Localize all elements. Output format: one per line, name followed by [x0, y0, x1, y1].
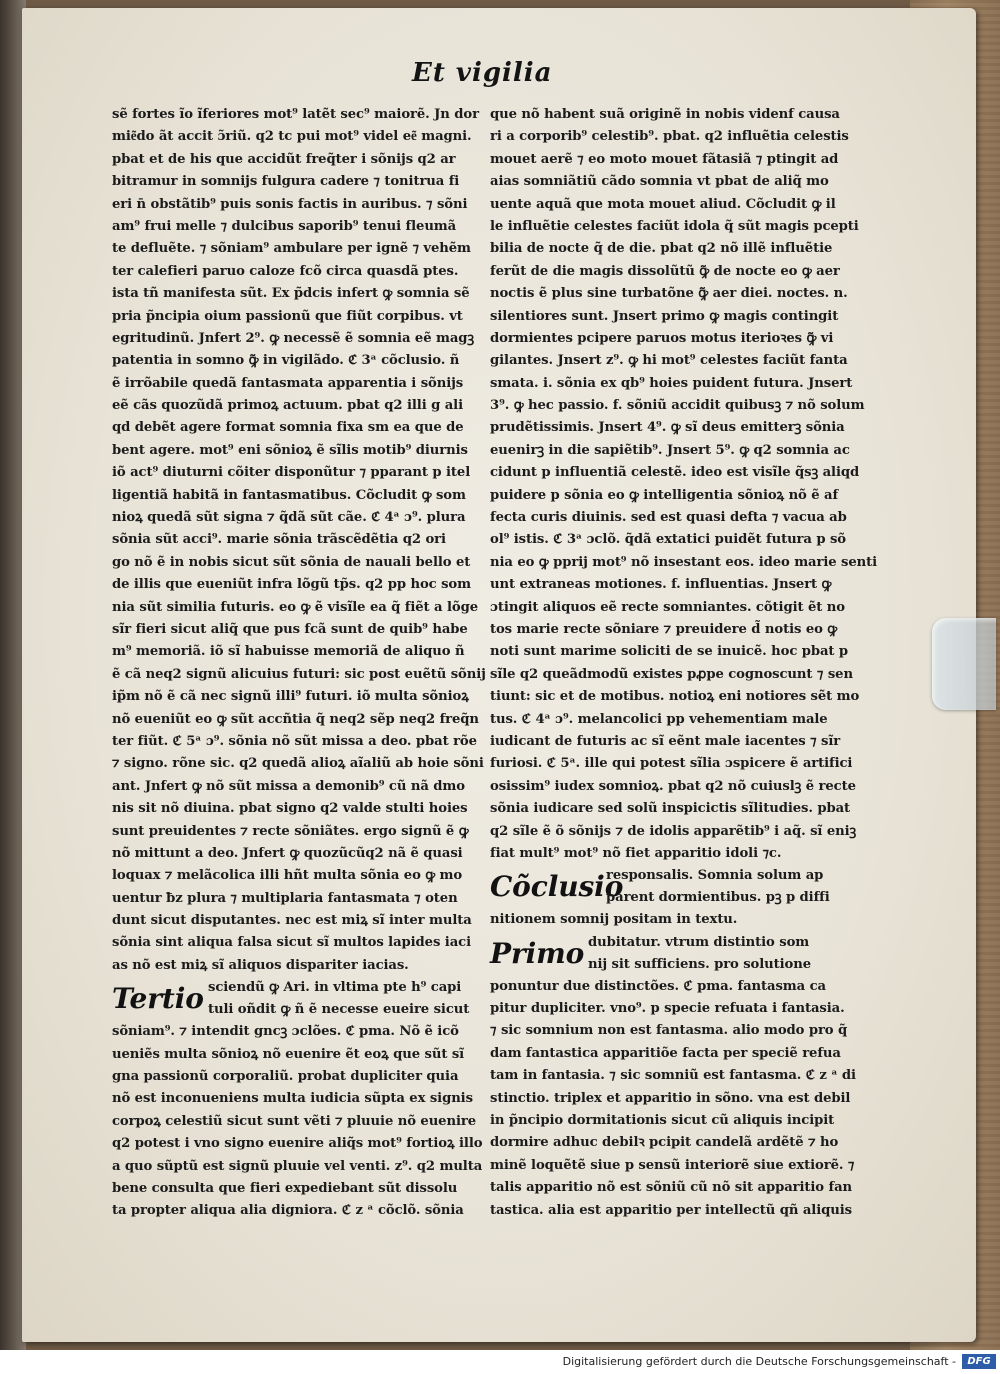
conclusio-block	[490, 865, 830, 909]
left-text-block-b	[112, 1021, 483, 1223]
text-line: euenirꝫ in die sapiẽtib⁹. Jnsert 5⁹. ꝙ q2 somnia ac	[490, 442, 850, 458]
primo-block	[490, 932, 830, 976]
text-line: pria p̃ncipia oium passionũ que fiũt corpibus. vt	[112, 308, 463, 324]
text-line: q2 sĩle ẽ õ sõnijs ⁊ de idolis apparẽtib⁹ i aq̃. sĩ eniꝫ	[490, 823, 857, 839]
text-line: pitur dupliciter. vno⁹. p specie refuata i fantasia.	[490, 1001, 845, 1017]
text-line: dunt sicut disputantes. nec est miꝝ sĩ inter multa	[112, 913, 472, 929]
text-line: sĩle q2 queãdmodũ existes pꝓpe cognoscunt ⁊ sen	[490, 666, 853, 682]
text-line: minẽ loquẽtẽ siue p sensũ interiorẽ siue extiorẽ. ⁊	[490, 1157, 855, 1173]
text-line: bent agere. mot⁹ eni sõnioꝝ ẽ sĩlis motib⁹ diurnis	[112, 442, 468, 458]
text-line: noctis ẽ plus sine turbatõne ꝙ̃ aer diei. noctes. n.	[490, 286, 848, 302]
text-line: nõ eueniũt eo ꝙ sũt accñtia q̃ neq2 sẽp neq2 freq̃n	[112, 711, 479, 727]
text-line: dam fantastica apparitiõe facta per speciẽ refua	[490, 1045, 841, 1061]
text-line: nõ est inconueniens multa iudicia sũpta ex signis	[112, 1091, 473, 1107]
conclusio-side-line-1: responsalis. Somnia solum ap	[606, 868, 824, 884]
footer-bar	[0, 1350, 1000, 1374]
text-line: a quo sũptũ est signũ pluuie vel venti. z⁹. q2 multa	[112, 1158, 483, 1174]
text-line: prudẽtissimis. Jnsert 4⁹. ꝙ sĩ deus emitterꝫ sõnia	[490, 420, 845, 436]
text-line: ẽ cã neq2 signũ alicuius futuri: sic post euẽtũ sõnij	[112, 666, 486, 682]
text-line: dormire adhuc debilꝛ pcipit candelã ardẽtẽ ⁊ ho	[490, 1135, 839, 1151]
text-line: mie͂do ãt accit ɔ̃riũ. q2 tc pui mot⁹ videl ee͂ magni.	[112, 129, 472, 145]
text-line: ⁊ signo. rõne sic. q2 quedã alioꝝ aĩaliũ ab hoie sõni	[112, 756, 484, 772]
text-line: fecta curis diuinis. sed est quasi defta ⁊ vacua ab	[490, 510, 847, 526]
text-line: eri n̄ obstãtib⁹ puis sonis factis in auribus. ⁊ sõni	[112, 196, 468, 212]
text-line: noti sunt marime soliciti de se inuicẽ. hoc pbat p	[490, 644, 849, 660]
text-line: tos marie recte sõniare ⁊ preuidere d̃ notis eo ꝙ	[490, 621, 838, 637]
text-line: sõnia sũt acci⁹. marie sõnia trãscẽdẽtia q2 ori	[112, 532, 446, 548]
funding-credit: Digitalisierung gefördert durch die Deutsche Forschungsgemeinschaft -	[562, 1355, 956, 1368]
text-line: iõ act⁹ diuturni cõiter disponũtur ⁊ pparant p itel	[112, 465, 471, 481]
text-line: ri a corporib⁹ celestib⁹. pbat. q2 influẽtia celestis	[490, 129, 849, 145]
text-line: aias somniãtiũ cãdo somnia vt pbat de aliq̃ mo	[490, 174, 829, 190]
right-text-block-b	[490, 976, 856, 1222]
text-line: sẽ fortes ĩo ĩferiores mot⁹ latẽt sec⁹ maiorẽ. Jn dor	[112, 107, 479, 122]
text-line: ant. Jnfert ꝙ nõ sũt missa a demonib⁹ cũ nã dmo	[112, 778, 465, 794]
text-line: uentur ƀz plura ⁊ multiplaria fantasmata ⁊ oten	[112, 890, 458, 906]
text-line: osissim⁹ iudex somnioꝝ. pbat q2 nõ cuiuslꝫ ẽ recte	[490, 778, 856, 794]
primo-side-line-1: dubitatur. vtrum distintio som	[588, 934, 810, 950]
text-line: tastica. alia est apparitio per intellectũ qñ aliquis	[490, 1202, 852, 1218]
conclusio-line: nitionem somnij positam in textu.	[490, 912, 738, 928]
text-line: tiunt: sic et de motibus. notioꝝ eni notiores sẽt mo	[490, 689, 860, 705]
text-line: dormientes pcipere paruos motus iterioꝛes ꝙ̃ vi	[490, 330, 834, 346]
primo-side-line-2: nij sit sufficiens. pro solutione	[588, 956, 812, 972]
text-line: qd debẽt agere format somnia fixa sm ea que de	[112, 420, 464, 436]
text-line: q2 potest i vno signo euenire aliq̃s mot⁹ fortioꝝ illo	[112, 1136, 483, 1152]
text-line: corpoꝝ celestiũ sicut sunt vẽti ⁊ pluuie nõ euenire	[112, 1113, 477, 1129]
text-line: furiosi. ℭ 5ᵃ. ille qui potest sĩlia ɔspicere ẽ artifici	[490, 756, 853, 772]
text-line: sõniam⁹. ⁊ intendit gncꝫ ɔclões. ℭ pma. Nõ ẽ icõ	[112, 1024, 459, 1040]
text-line: nis sit nõ diuina. pbat signo q2 valde stulti hoies	[112, 801, 468, 817]
text-line: de illis que eueniũt infra lõgũ tp̃s. q2 pp hoc som	[112, 577, 471, 593]
text-line: ligentiã habitã in fantasmatibus. Cõcludit ꝙ som	[112, 487, 466, 503]
text-line: sunt preuidentes ⁊ recte sõniãtes. ergo signũ ẽ ꝙ	[112, 823, 469, 839]
text-line: talis apparitio nõ est sõniũ cũ nõ sit apparitio fan	[490, 1180, 853, 1196]
text-line: ponuntur due distinctões. ℭ pma. fantasma ca	[490, 978, 826, 994]
text-line: stinctio. triplex et apparitio in sõno. vna est debil	[490, 1090, 851, 1106]
text-line: ip̃m nõ ẽ cã nec signũ illi⁹ futuri. iõ multa sõnioꝝ	[112, 689, 469, 705]
page-clip	[932, 618, 996, 710]
tertio-block	[112, 977, 472, 1021]
text-line: 3⁹. ꝙ hec passio. f. sõniũ accidit quibusꝫ ⁊ nõ solum	[490, 398, 865, 414]
left-column	[112, 104, 486, 1223]
text-line: unt extraneas motiones. f. influentias. Jnsert ꝙ	[490, 577, 832, 593]
text-line: bilia de nocte q̃ de die. pbat q2 nõ illẽ influẽtie	[490, 241, 833, 257]
text-line: smata. i. sõnia ex qb⁹ hoies puident futura. Jnsert	[490, 375, 853, 391]
text-line: ueniẽs multa sõnioꝝ nõ euenire ẽt eoꝝ que sũt sĩ	[112, 1046, 465, 1062]
conclusio-side-line-2: parent dormientibus. pꝫ p diffi	[606, 890, 830, 906]
text-line: fiat mult⁹ mot⁹ nõ fiet apparitio idoli ⁊c.	[490, 845, 782, 861]
left-text-block-a	[112, 104, 486, 977]
text-line: mouet aerẽ ⁊ eo moto mouet fãtasiã ⁊ ptingit ad	[490, 151, 839, 167]
text-line: nia eo ꝙ pprij mot⁹ nõ insestant eos. ideo marie senti	[490, 554, 878, 570]
text-line: sõnia iudicare sed solũ inspicictis sĩlitudies. pbat	[490, 801, 851, 817]
running-header: Et vigilia	[412, 58, 553, 88]
text-line: cidunt p influentiã celestẽ. ideo est visĩle q̃sꝫ aliqd	[490, 465, 860, 481]
text-line: nõ mittunt a deo. Jnfert ꝙ quozũcũq2 nã ẽ quasi	[112, 845, 463, 861]
primo-initial: Primo	[490, 936, 585, 970]
text-line: ter calefieri paruo caloze fcõ circa quasdã ptes.	[112, 263, 459, 279]
text-line: tam in fantasia. ⁊ sic somniũ est fantasma. ℭ z ᵃ di	[490, 1068, 856, 1084]
text-line: ẽ irrõabile quedã fantasmata apparentia i sõnijs	[112, 375, 464, 391]
text-line: loquax ⁊ melãcolica illi hñt multa sõnia eo ꝙ mo	[112, 868, 463, 884]
text-line: m⁹ memoriã. iõ sĩ habuisse memoriã de aliquo ñ	[112, 644, 465, 660]
text-line: sõnia sint aliqua falsa sicut sĩ multos lapides iaci	[112, 935, 471, 951]
text-line: ista tñ manifesta sũt. Ex p̃dcis infert ꝙ somnia sẽ	[112, 286, 470, 302]
text-line: nia sũt similia futuris. eo ꝙ ẽ visĩle ea q̃ fiẽt a lõge	[112, 599, 478, 615]
right-text-block-a	[490, 104, 878, 865]
right-column	[490, 104, 878, 1222]
text-line: tus. ℭ 4ᵃ ɔ⁹. melancolici pp vehementiam male	[490, 711, 828, 727]
text-line: bene consulta que fieri expediebant sũt dissolu	[112, 1180, 458, 1196]
text-line: go nõ ẽ in nobis sicut sũt sõnia de nauali bello et	[112, 554, 471, 570]
text-line: ter fiũt. ℭ 5ᵃ ɔ⁹. sõnia nõ sũt missa a deo. pbat rõe	[112, 733, 477, 749]
text-line: patentia in somno ꝙ̃ in vigilãdo. ℭ 3ᵃ cõclusio. ñ	[112, 353, 460, 369]
text-line: gna passionũ corporaliũ. probat dupliciter quia	[112, 1069, 459, 1085]
text-line: ɔtingit aliquos eẽ recte somniantes. cõtigit ẽt no	[490, 599, 845, 615]
dfg-logo: DFG	[962, 1354, 996, 1369]
text-line: uente aquã que mota mouet aliud. Cõcludit ꝙ il	[490, 196, 836, 212]
text-line: te defluẽte. ⁊ sõniam⁹ ambulare per ignẽ ⁊ vehẽm	[112, 241, 471, 257]
text-line: egritudinũ. Jnfert 2⁹. ꝙ necessẽ ẽ somnia eẽ magꝫ	[112, 330, 475, 346]
text-line: silentiores sunt. Jnsert primo ꝙ magis contingit	[490, 308, 839, 324]
text-line: eẽ cãs quozũdã primoꝝ actuum. pbat q2 illi g ali	[112, 398, 463, 414]
tertio-side-line-2: tuli oñdit ꝙ ñ ẽ necesse eueire sicut	[208, 1002, 470, 1018]
text-line: ta propter aliqua alia digniora. ℭ z ᵃ cõclõ. sõnia	[112, 1203, 464, 1219]
text-line: pbat et de his que accidũt freq̃ter i sõnijs q2 ar	[112, 151, 456, 167]
text-line: le influẽtie celestes faciũt idola q̃ sũt magis pcepti	[490, 218, 859, 234]
tertio-side-line-1: sciendũ ꝙ Ari. in vltima pte h⁹ capi	[208, 980, 462, 996]
conclusio-initial: Cõclusio	[490, 870, 624, 904]
text-line: bitramur in somnijs fulgura cadere ⁊ tonitrua fi	[112, 174, 460, 190]
text-line: am⁹ frui melle ⁊ dulcibus saporib⁹ tenui fleumã	[112, 218, 457, 234]
text-line: in p̃ncipio dormitationis sicut cũ aliquis incipit	[490, 1113, 835, 1129]
text-line: sĩr fieri sicut aliq̃ que pus fcã sunt de quib⁹ habe	[112, 621, 468, 637]
text-line: nioꝝ quedã sũt signa ⁊ q̃dã sũt cãe. ℭ 4ᵃ ɔ⁹. plura	[112, 510, 466, 526]
text-line: iudicant de futuris ac sĩ eẽnt male iacentes ⁊ sĩr	[490, 733, 841, 749]
text-line: que nõ habent suã originẽ in nobis videnf causa	[490, 107, 840, 122]
text-line: as nõ est miꝝ sĩ aliquos dispariter iacias.	[112, 957, 409, 973]
text-line: gilantes. Jnsert z⁹. ꝙ hi mot⁹ celestes faciũt fanta	[490, 353, 848, 369]
tertio-initial: Tertio	[112, 982, 204, 1016]
text-line: puidere p sõnia eo ꝙ intelligentia sõnioꝝ nõ ẽ af	[490, 487, 839, 503]
text-line: ol⁹ istis. ℭ 3ᵃ ɔclõ. q̃dã extatici puidẽt futura p sõ	[490, 532, 846, 548]
text-line: ferũt de die magis dissolũtũ ꝙ̃ de nocte eo ꝙ aer	[490, 263, 840, 279]
text-line: ⁊ sic somnium non est fantasma. alio modo pro q̃	[490, 1023, 848, 1039]
